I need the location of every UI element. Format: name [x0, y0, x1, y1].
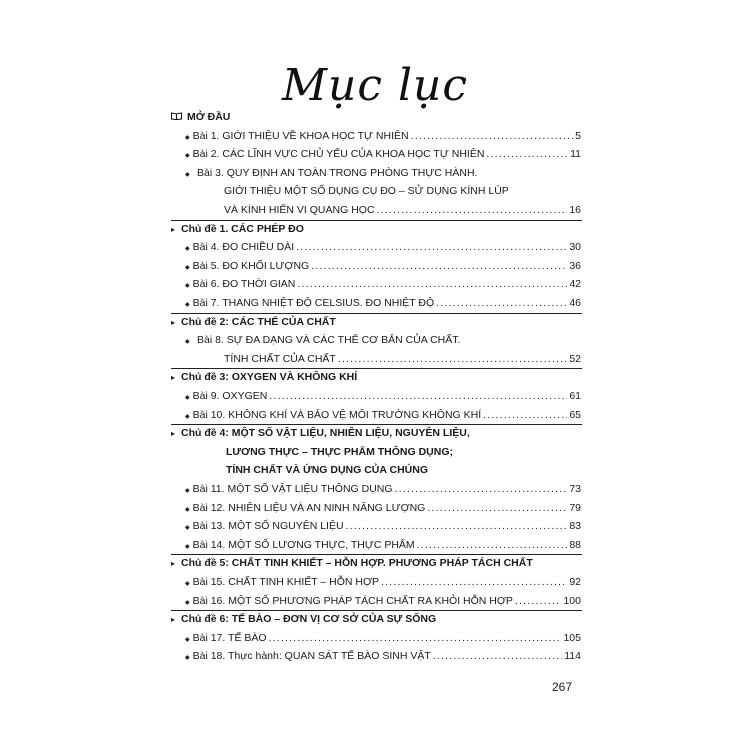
- toc-entry-label: Bài 18. Thực hành: QUAN SÁT TẾ BÀO SINH VẬT: [192, 650, 431, 663]
- toc-entry-page: 114: [564, 650, 581, 663]
- toc-entry-page: 105: [563, 631, 581, 644]
- toc-entry[interactable]: [175, 147, 581, 161]
- section-divider: [171, 220, 582, 221]
- page-number: 267: [552, 680, 573, 694]
- topic-heading: [171, 370, 357, 384]
- toc-entry-page: 65: [569, 408, 581, 421]
- toc-entry-label: Bài 11. MỘT SỐ VẬT LIỆU THÔNG DỤNG: [192, 483, 393, 495]
- toc-entry-page: 11: [570, 148, 581, 161]
- toc-entry[interactable]: [175, 129, 581, 143]
- topic-heading-label: Chủ đề 3: OXYGEN VÀ KHÔNG KHÍ: [181, 371, 358, 384]
- toc-entry[interactable]: [175, 240, 581, 254]
- toc-entry-label: Bài 10. KHÔNG KHÍ VÀ BẢO VỆ MÔI TRƯỜNG KHÔNG KHÍ: [192, 408, 482, 421]
- diamond-bullet-icon: ◆: [185, 413, 190, 420]
- dot-leader: [436, 296, 567, 310]
- toc-entry[interactable]: [175, 389, 581, 403]
- dot-leader: [269, 631, 562, 645]
- toc-entry-page: 42: [569, 278, 581, 291]
- toc-entry-continuation[interactable]: [224, 352, 581, 366]
- dot-leader: [427, 501, 567, 515]
- dot-leader: [486, 147, 568, 161]
- toc-entry-page: 92: [569, 576, 581, 588]
- toc-entry-continuation[interactable]: [224, 184, 509, 198]
- section-divider: [171, 368, 582, 369]
- diamond-bullet-icon: ◆: [185, 246, 190, 253]
- diamond-bullet-icon: ◆: [185, 525, 190, 532]
- toc-entry-label: VÀ KÍNH HIỂN VI QUANG HỌC: [224, 204, 375, 216]
- triangle-bullet-icon: ▸: [171, 224, 176, 234]
- diamond-bullet-icon: ◆: [185, 506, 190, 513]
- toc-entry[interactable]: [175, 408, 581, 422]
- topic-heading: [171, 556, 533, 570]
- topic-heading-continuation: [226, 463, 428, 477]
- section-divider: [171, 313, 582, 314]
- dot-leader: [515, 594, 562, 608]
- toc-entry-label: Bài 16. MỘT SỐ PHƯƠNG PHÁP TÁCH CHẤT RA KHỎI HỖN HỢP: [192, 594, 513, 607]
- diamond-bullet-icon: ◆: [185, 171, 190, 178]
- toc-entry-page: 100: [563, 594, 581, 607]
- toc-entry-label: Bài 4. ĐO CHIỀU DÀI: [192, 241, 295, 254]
- toc-entry[interactable]: [175, 277, 581, 291]
- dot-leader: [297, 277, 567, 291]
- triangle-bullet-icon: ▸: [171, 559, 176, 569]
- toc-entry[interactable]: [175, 649, 581, 663]
- dot-leader: [395, 482, 568, 496]
- toc-entry-label: Bài 5. ĐO KHỐI LƯỢNG: [192, 259, 310, 272]
- toc-entry-label: Bài 13. MỘT SỐ NGUYÊN LIỆU: [192, 520, 344, 533]
- diamond-bullet-icon: ◆: [185, 655, 190, 662]
- diamond-bullet-icon: ◆: [185, 488, 190, 494]
- toc-entry-page: 36: [569, 259, 581, 272]
- intro-heading-label: MỞ ĐẦU: [187, 111, 231, 123]
- diamond-bullet-icon: ◆: [185, 153, 190, 160]
- diamond-bullet-icon: ◆: [185, 302, 190, 308]
- toc-entry[interactable]: [175, 501, 581, 515]
- diamond-bullet-icon: ◆: [185, 636, 190, 643]
- toc-entry[interactable]: [175, 575, 581, 589]
- toc-entry[interactable]: [175, 482, 581, 496]
- toc-entry-label: Bài 12. NHIÊN LIỆU VÀ AN NINH NĂNG LƯỢNG: [192, 501, 426, 514]
- toc-entry-label: Bài 1. GIỚI THIỆU VỀ KHOA HỌC TỰ NHIÊN: [192, 129, 409, 142]
- topic-heading-label: LƯƠNG THỰC – THỰC PHẨM THÔNG DỤNG;: [226, 445, 453, 458]
- toc-entry-page: 83: [569, 520, 581, 533]
- dot-leader: [269, 389, 567, 403]
- toc-entry-page: 79: [569, 501, 581, 514]
- toc-entry-page: 73: [569, 483, 581, 495]
- section-divider: [171, 424, 582, 425]
- toc-entry-label: TÍNH CHẤT CỦA CHẤT: [224, 352, 336, 365]
- section-divider: [171, 554, 582, 555]
- toc-entry-label: Bài 8. SỰ ĐA DẠNG VÀ CÁC THỂ CƠ BẢN CỦA CHẤT.: [197, 334, 461, 347]
- triangle-bullet-icon: ▸: [171, 373, 176, 383]
- toc-entry[interactable]: [175, 538, 581, 552]
- dot-leader: [483, 408, 567, 422]
- toc-entry-label: Bài 9. OXYGEN: [192, 390, 268, 402]
- topic-heading: [171, 612, 436, 626]
- topic-heading-label: Chủ đề 4: MỘT SỐ VẬT LIỆU, NHIÊN LIỆU, NGUYÊN LIỆU,: [181, 427, 470, 440]
- topic-heading-label: Chủ đề 1. CÁC PHÉP ĐO: [181, 222, 304, 235]
- topic-heading-label: Chủ đề 6: TẾ BÀO – ĐƠN VỊ CƠ SỞ CỦA SỰ SỐNG: [181, 613, 437, 626]
- toc-entry-page: 16: [569, 204, 581, 216]
- diamond-bullet-icon: ◆: [185, 599, 190, 606]
- toc-entry[interactable]: [175, 594, 581, 608]
- toc-entry-continuation[interactable]: [224, 203, 581, 217]
- toc-entry-label: Bài 17. TẾ BÀO: [192, 631, 267, 644]
- dot-leader: [296, 240, 567, 254]
- topic-heading-continuation: [226, 445, 453, 459]
- dot-leader: [433, 649, 563, 663]
- toc-entry-label: GIỚI THIỆU MỘT SỐ DỤNG CỤ ĐO – SỬ DỤNG KÍNH LÚP: [224, 185, 509, 198]
- topic-heading: [171, 426, 470, 440]
- toc-title: Mục lục: [281, 60, 469, 111]
- toc-entry-label: Bài 15. CHẤT TINH KHIẾT – HỖN HỢP: [192, 576, 380, 588]
- topic-heading: [171, 315, 336, 329]
- topic-heading: [171, 222, 304, 236]
- intro-heading: [171, 110, 230, 124]
- diamond-bullet-icon: ◆: [185, 581, 190, 587]
- open-book-icon: [171, 112, 182, 120]
- dot-leader: [381, 575, 567, 589]
- dot-leader: [311, 259, 567, 273]
- toc-entry-page: 88: [569, 538, 581, 551]
- toc-entry[interactable]: [175, 519, 581, 533]
- toc-entry-page: 61: [569, 390, 581, 402]
- section-divider: [171, 610, 582, 611]
- diamond-bullet-icon: ◆: [185, 134, 190, 141]
- toc-entry-label: Bài 7. THANG NHIỆT ĐỘ CELSIUS. ĐO NHIỆT ĐỘ: [192, 297, 435, 309]
- topic-heading-label: Chủ đề 5: CHẤT TINH KHIẾT – HỖN HỢP. PHƯƠNG PHÁP TÁCH CHẤT: [181, 557, 533, 570]
- topic-heading-label: Chủ đề 2: CÁC THỂ CỦA CHẤT: [181, 315, 336, 328]
- dot-leader: [338, 352, 567, 366]
- toc-entry[interactable]: [175, 296, 581, 310]
- diamond-bullet-icon: ◆: [185, 395, 190, 401]
- dot-leader: [417, 538, 568, 552]
- toc-entry-page: 52: [569, 352, 581, 365]
- toc-entry[interactable]: [175, 631, 581, 645]
- diamond-bullet-icon: ◆: [185, 264, 190, 271]
- toc-entry[interactable]: [175, 259, 581, 273]
- dot-leader: [411, 129, 574, 143]
- dot-leader: [346, 519, 568, 533]
- toc-entry[interactable]: [175, 166, 477, 180]
- toc-entry-label: Bài 2. CÁC LĨNH VỰC CHỦ YẾU CỦA KHOA HỌC TỰ NHIÊN: [192, 148, 485, 161]
- toc-entry-label: Bài 14. MỘT SỐ LƯƠNG THỰC, THỰC PHẨM: [192, 538, 415, 551]
- diamond-bullet-icon: ◆: [185, 543, 190, 550]
- triangle-bullet-icon: ▸: [171, 317, 176, 327]
- diamond-bullet-icon: ◆: [185, 339, 190, 346]
- toc-entry-page: 5: [575, 129, 581, 142]
- toc-entry-page: 30: [569, 241, 581, 254]
- triangle-bullet-icon: ▸: [171, 615, 176, 625]
- dot-leader: [377, 203, 568, 217]
- topic-heading-label: TÍNH CHẤT VÀ ỨNG DỤNG CỦA CHÚNG: [226, 464, 428, 477]
- toc-entry-label: Bài 3. QUY ĐỊNH AN TOÀN TRONG PHÒNG THỰC HÀNH.: [197, 166, 478, 179]
- triangle-bullet-icon: ▸: [171, 429, 176, 439]
- diamond-bullet-icon: ◆: [185, 283, 190, 290]
- toc-entry-label: Bài 6. ĐO THỜI GIAN: [192, 278, 296, 291]
- toc-entry[interactable]: [175, 333, 460, 347]
- toc-entry-page: 46: [569, 297, 581, 309]
